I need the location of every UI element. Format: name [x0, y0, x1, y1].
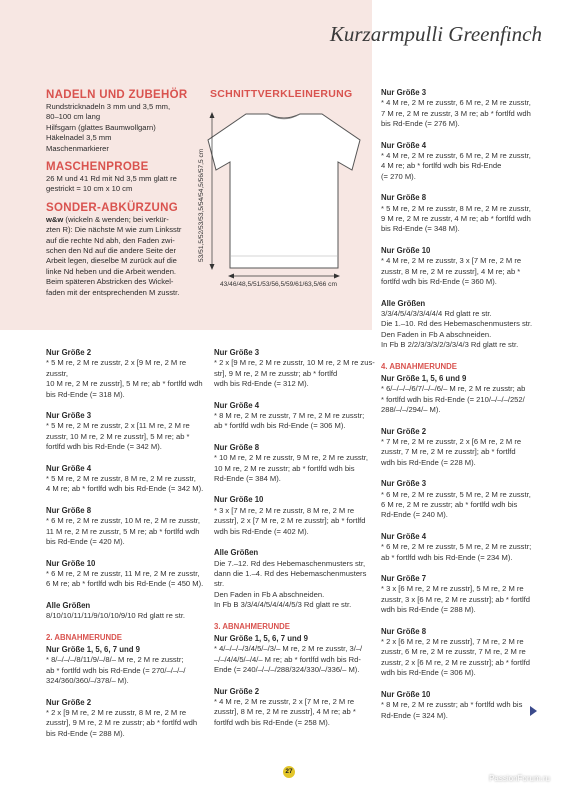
instruction-line: * 2 x [9 M re, 2 M re zusstr, 10 M re, 2 M re zus- [214, 358, 375, 368]
instruction-line: Den Faden in Fb A abschneiden. [214, 589, 325, 599]
instruction-line: fortlfd wdh bis Rd-Ende (= 360 M). [381, 277, 497, 287]
instruction-line: Ende (= 240/–/–/–/288/324/330/–/336/– M). [214, 665, 360, 675]
instructions-column-3 [381, 88, 541, 732]
instruction-line: * 5 M re, 2 M re zusstr, 8 M re, 2 M re zusstr, [46, 474, 196, 484]
size-heading: Nur Größe 8 [214, 442, 260, 452]
size-heading: Nur Größe 4 [381, 140, 427, 150]
instruction-line: * 6/–/–/–/6/7/–/–/6/– M re, 2 M re zusstr; ab [381, 384, 526, 394]
page-title: Kurzarmpulli Greenfinch [329, 22, 542, 46]
size-heading: Nur Größe 8 [46, 505, 92, 515]
instruction-line: 6 M re; ab * fortlfd wdh bis Rd-Ende (= 450 M). [46, 579, 204, 589]
materials-heading: NADELN UND ZUBEHÖR [46, 89, 188, 101]
instruction-line: fortlfd wdh bis Rd-Ende (= 258 M). [214, 717, 330, 727]
info-column [46, 88, 196, 298]
instruction-line: * 4 M re, 2 M re zusstr, 3 x [7 M re, 2 M re [381, 256, 522, 266]
abbrev-heading: SONDER-ABKÜRZUNG [46, 201, 178, 214]
size-heading: Alle Größen [46, 600, 91, 610]
instruction-line: zusstr, 2 x [6 M re, 2 M re zusstr]; ab * fortlfd [381, 657, 530, 667]
instruction-block [381, 627, 541, 679]
instruction-line: * 6 M re, 2 M re zusstr, 11 M re, 2 M re zusstr, [46, 568, 200, 578]
instruction-line: zusstr], 8 M re, 2 M re zusstr], 4 M re; ab * [214, 707, 356, 717]
size-heading: Alle Größen [214, 548, 259, 558]
materials-line: Maschenmarkierer [46, 143, 109, 153]
instruction-line: bis Rd-Ende (= 420 M). [46, 537, 125, 547]
instruction-line: 7 M re, 2 M re zusstr, 3 M re; ab * fortlfd wdh [381, 108, 531, 118]
instruction-block [381, 299, 541, 351]
materials-line: Rundstricknadeln 3 mm und 3,5 mm, [46, 102, 171, 111]
instruction-line: zusstr], 2 x [7 M re, 2 M re zusstr]; ab * fortlfd [214, 516, 366, 526]
instruction-line: 4 M re; ab * fortlfd wdh bis Rd-Ende (= 342 M). [46, 484, 204, 494]
instruction-line: wdh bis Rd-Ende (= 228 M). [381, 457, 476, 467]
instruction-line: zusstr, 7 M re, 2 M re zusstr]; ab * fortlfd [381, 447, 516, 457]
instruction-line: * 5 M re, 2 M re zusstr, 8 M re, 2 M re zusstr, [381, 203, 531, 213]
size-heading: Nur Größe 1, 5, 6, 7 und 9 [214, 633, 309, 643]
instruction-block [214, 443, 376, 485]
instruction-block [46, 633, 208, 643]
instruction-line: 288/–/–/294/– M). [381, 405, 441, 415]
instruction-block [381, 374, 541, 416]
instruction-line: 6 M re, 2 M re zusstr; ab * fortlfd wdh bis [381, 500, 518, 509]
instruction-line: zusstr, 3 x [6 M re, 2 M re zusstr]; ab * fortlfd [381, 594, 530, 604]
instruction-block [214, 548, 376, 610]
instruction-line: 10 M re, 2 M re zusstr], 5 M re; ab * fortlfd wdh [46, 379, 203, 389]
instruction-line: 324/360/360/–/378/– M). [46, 676, 129, 686]
size-heading: Nur Größe 3 [46, 411, 92, 421]
size-heading: Nur Größe 10 [381, 245, 431, 255]
instruction-line: bis Rd-Ende (= 318 M). [46, 389, 125, 399]
size-heading: Nur Größe 4 [214, 400, 260, 410]
size-heading: Nur Größe 1, 5, 6, 7 und 9 [46, 644, 141, 654]
instruction-line: Die 7.–12. Rd des Hebemaschenmusters str, [214, 558, 366, 568]
materials-line: 80–100 cm lang [46, 112, 101, 122]
instruction-line: bis Rd-Ende (= 348 M). [381, 224, 460, 234]
size-heading: Nur Größe 1, 5, 6 und 9 [381, 373, 467, 383]
instruction-line: * 6 M re, 2 M re zusstr, 5 M re, 2 M re zusstr, [381, 489, 531, 499]
size-heading: Nur Größe 3 [381, 479, 427, 489]
instruction-line: str], 9 M re, 2 M re zusstr; ab * fortlfd [214, 368, 338, 378]
instruction-block [46, 348, 208, 400]
instruction-line: bis Rd-Ende (= 288 M). [46, 728, 125, 738]
abbrev-line [46, 215, 196, 225]
instruction-line: * 8/–/–/–/8/11/9/–/8/– M re, 2 M re zusstr; [46, 655, 184, 665]
sweater-outline [208, 114, 360, 268]
instruction-block [46, 559, 208, 590]
size-heading: Nur Größe 3 [381, 88, 427, 97]
instruction-block [381, 246, 541, 288]
size-heading: Nur Größe 4 [46, 463, 92, 473]
instruction-block [46, 464, 208, 495]
length-label: 53/51,5/52/53/53,5/54/54,5/56/57,5 cm [198, 148, 205, 262]
materials-line: Häkelnadel 3,5 mm [46, 133, 112, 143]
abbrev-line: auf die rechte Nd abh, den Faden zwi- [46, 235, 175, 245]
instruction-line: * 4 M re, 2 M re zusstr, 6 M re, 2 M re zusstr, [381, 151, 531, 161]
size-heading: Nur Größe 10 [214, 495, 264, 505]
instruction-line: ab * fortlfd wdh bis Rd-Ende (= 306 M). [214, 421, 346, 431]
instruction-block [381, 141, 541, 183]
instruction-line: Den Faden in Fb A abschneiden. [381, 329, 492, 339]
size-heading: Nur Größe 10 [381, 689, 431, 699]
abbrev-text: (wickeln & wenden; bei verkür- [63, 214, 169, 224]
instruction-line: * 7 M re, 2 M re zusstr, 2 x [6 M re, 2 M re [381, 436, 522, 446]
instruction-block [214, 495, 376, 537]
gauge-line: 26 M und 41 Rd mit Nd 3,5 mm glatt re [46, 174, 177, 184]
size-heading: Nur Größe 8 [381, 193, 427, 203]
size-heading: Nur Größe 10 [46, 558, 96, 568]
instruction-line: wdh bis Rd-Ende (= 312 M). [214, 379, 309, 389]
size-heading: Nur Größe 2 [214, 686, 260, 696]
instruction-line: * 4 M re, 2 M re zusstr, 6 M re, 2 M re zusstr, [381, 98, 531, 108]
section-heading: 2. ABNAHMERUNDE [46, 632, 122, 642]
instruction-line: zusstr, 8 M re, 2 M re zusstr], 4 M re; ab * [381, 266, 521, 276]
instruction-line: * 4 M re, 2 M re zusstr, 2 x [7 M re, 2 M re [214, 696, 355, 706]
abbrev-line: schen den Nd auf die andere Seite der [46, 246, 177, 256]
instruction-line: Die 1.–10. Rd des Hebemaschenmusters str. [381, 319, 533, 329]
instruction-line: 3/3/4/5/4/3/3/4/4/4 Rd glatt re str. [381, 308, 492, 318]
instruction-line: * 5 M re, 2 M re zusstr, 2 x [9 M re, 2 M re zusstr, [46, 358, 187, 378]
page-number: 27 [283, 766, 295, 778]
schematic-heading: SCHNITTVERKLEINERUNG [210, 88, 353, 100]
instruction-line: * 2 x [9 M re, 2 M re zusstr, 8 M re, 2 M re [46, 707, 187, 717]
instruction-line: * 5 M re, 2 M re zusstr, 2 x [11 M re, 2 M re [46, 421, 190, 431]
watermark: PassionForum.ru [489, 774, 550, 783]
instruction-line: bis Rd-Ende (= 276 M). [381, 119, 460, 129]
length-arrow-top [210, 112, 215, 118]
instruction-line: fortlfd wdh bis Rd-Ende (= 342 M). [46, 442, 162, 452]
instruction-line: * 3 x [7 M re, 2 M re zusstr, 8 M re, 2 M re [214, 505, 355, 515]
length-arrow-bottom [210, 264, 215, 270]
instruction-line: * 3 x [6 M re, 2 M re zusstr], 5 M re, 2 M re [381, 584, 524, 594]
instruction-block [381, 532, 541, 563]
instruction-line: 10 M re, 2 M re zusstr; ab * fortlfd wdh bis [214, 463, 355, 473]
instruction-line: * 6 M re, 2 M re zusstr, 10 M re, 2 M re zusstr, [46, 516, 201, 526]
instruction-line: Rd-Ende (= 324 M). [381, 710, 448, 720]
instruction-line: * 8 M re, 2 M re zusstr; ab * fortlfd wdh bis [381, 700, 523, 710]
instruction-block [214, 634, 376, 676]
instruction-line: (= 270 M). [381, 171, 416, 181]
gauge-line: gestrickt = 10 cm x 10 cm [46, 184, 133, 194]
instruction-line: * 2 x [6 M re, 2 M re zusstr], 7 M re, 2 M re [381, 637, 524, 647]
width-arrow-right [334, 274, 340, 279]
instruction-block [381, 479, 541, 521]
abbrev-term: w&w [46, 214, 64, 224]
instruction-line: ab * fortlfd wdh bis Rd-Ende (= 234 M). [381, 552, 513, 562]
abbrev-line: faden mit der entsprechenden M zusstr. [46, 287, 180, 297]
size-heading: Nur Größe 4 [381, 531, 427, 541]
materials-line: Hilfsgarn (glattes Baumwollgarn) [46, 122, 156, 132]
instruction-line: In Fb B 2/2/3/3/3/2/3/3/4/3 Rd glatt re str. [381, 340, 519, 350]
abbrev-line: zten R): Die nächste M wie zum Linksstr [46, 225, 182, 235]
instruction-line: dann die 1.–4. Rd des Hebemaschenmusters [214, 568, 367, 578]
instruction-line: * 8 M re, 2 M re zusstr, 7 M re, 2 M re zusstr; [214, 411, 365, 421]
instruction-line: Rd-Ende (= 384 M). [214, 474, 281, 484]
size-heading: Nur Größe 2 [46, 348, 92, 357]
instruction-block [381, 574, 541, 616]
instruction-block [214, 622, 376, 632]
instruction-block [381, 88, 541, 130]
instruction-line: * 10 M re, 2 M re zusstr, 9 M re, 2 M re zusstr, [214, 453, 369, 463]
size-heading: Nur Größe 2 [381, 426, 427, 436]
width-label: 43/46/48,5/51/53/56,5/59/61/63,5/66 cm [220, 281, 337, 288]
instructions-column-1 [46, 348, 208, 750]
instruction-line: 4 M re; ab * fortlfd wdh bis Rd-Ende [381, 161, 502, 171]
instruction-line: * fortlfd wdh bis Rd-Ende (= 210/–/–/–/252/ [381, 394, 525, 404]
size-heading: Nur Größe 7 [381, 574, 427, 584]
instruction-line: zusstr, 10 M re, 2 M re zusstr], 5 M re; ab * [46, 431, 190, 441]
instructions-column-2 [214, 348, 376, 739]
gauge-heading: MASCHENPROBE [46, 161, 149, 174]
width-arrow-left [228, 274, 234, 279]
abbrev-line: linke Nd heben und die Arbeit wenden. [46, 266, 177, 276]
size-heading: Nur Größe 3 [214, 348, 260, 357]
instruction-line: * 4/–/–/–/3/4/5/–/3/– M re, 2 M re zusstr, 3/–/ [214, 644, 363, 654]
instruction-line: wdh bis Rd-Ende (= 288 M). [381, 605, 476, 615]
abbrev-line: Beim späteren Abstricken des Wickel- [46, 277, 174, 287]
instruction-line: 11 M re, 2 M re zusstr, 5 M re; ab * fortlfd wdh [46, 526, 200, 536]
instruction-line: wdh bis Rd-Ende (= 402 M). [214, 526, 309, 536]
instruction-block [46, 698, 208, 740]
instruction-block [214, 687, 376, 729]
instruction-line: Rd-Ende (= 240 M). [381, 510, 448, 520]
instruction-line: str. [214, 579, 225, 589]
instruction-block [46, 645, 208, 687]
continue-arrow-icon [530, 706, 537, 716]
instruction-block [381, 690, 541, 721]
instruction-line: ab * fortlfd wdh bis Rd-Ende (= 270/–/–/–/ [46, 665, 186, 675]
section-heading: 4. ABNAHMERUNDE [381, 361, 457, 371]
instruction-block [214, 348, 376, 390]
instruction-line: 9 M re, 2 M re zusstr, 4 M re; ab * fortlfd wdh [381, 214, 531, 224]
size-heading: Nur Größe 2 [46, 697, 92, 707]
instruction-line: zusstr, 6 M re, 2 M re zusstr, 7 M re, 2 M re [381, 647, 526, 657]
size-heading: Alle Größen [381, 298, 426, 308]
instruction-line: * 6 M re, 2 M re zusstr, 5 M re, 2 M re zusstr; [381, 542, 532, 552]
instruction-block [381, 193, 541, 235]
sweater-schematic [186, 100, 366, 300]
instruction-line: zusstr], 9 M re, 2 M re zusstr; ab * fortlfd wdh [46, 718, 198, 728]
instruction-block [46, 601, 208, 622]
instruction-block [381, 362, 541, 372]
instruction-block [381, 427, 541, 469]
section-heading: 3. ABNAHMERUNDE [214, 621, 290, 631]
instruction-line: 8/10/10/11/11/9/10/10/9/10 Rd glatt re str. [46, 611, 186, 621]
instruction-line: In Fb B 3/3/4/4/5/4/4/4/5/3 Rd glatt re str. [214, 600, 352, 610]
instruction-block [46, 506, 208, 548]
size-heading: Nur Größe 8 [381, 626, 427, 636]
instruction-line: wdh bis Rd-Ende (= 306 M). [381, 668, 476, 678]
instruction-block [46, 411, 208, 453]
instruction-line: –/–/4/4/5/–/4/– M re; ab * fortlfd wdh bis Rd- [214, 654, 361, 664]
instruction-block [214, 401, 376, 432]
abbrev-line: Arbeit legen, dieselbe M zurück auf die [46, 256, 177, 266]
